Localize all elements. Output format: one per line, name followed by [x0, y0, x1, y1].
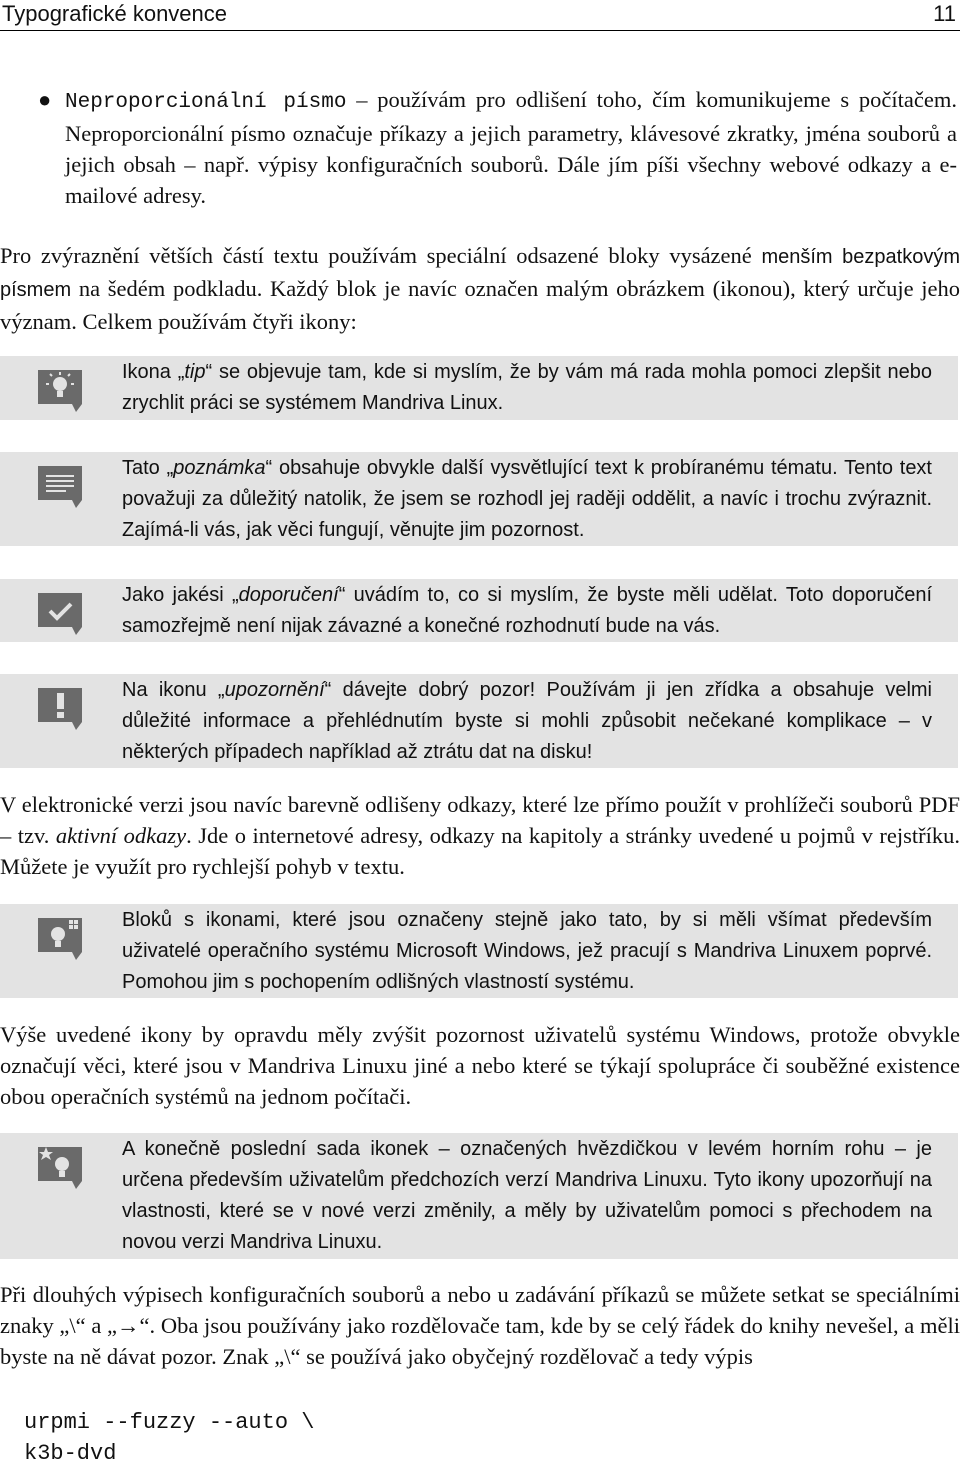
- tip-pre: Ikona „: [122, 361, 185, 383]
- tip-box: [0, 356, 958, 420]
- intro-text-2: na šedém podkladu. Každý blok je navíc označen malým obrázkem (ikonou), který určuje jeho význam. Celkem používám čtyři ikony:: [0, 276, 960, 334]
- intro-sans-text: menším bezpatkovým písmem: [0, 246, 960, 301]
- tip-post: “ se objevuje tam, kde si myslím, že by vám má rada mohla pomoci zlepšit nebo zrychlit práci se systémem Mandriva Linux.: [122, 361, 932, 414]
- electronic-paragraph: [0, 789, 960, 882]
- tip-term: tip: [184, 361, 206, 383]
- listings-paragraph: Při dlouhých výpisech konfiguračních souborů a nebo u zadávání příkazů se můžete setkat se speciálními znaky „\“ a „→“. Oba jsou používány jako rozdělovače tam, kde by se celý řádek do knihy nevešel, a měli byste na ně dávat pozor. Znak „\“ se používá jako obyčejný rozdělovač a tedy výpis: [0, 1282, 960, 1369]
- code-line-1: urpmi --fuzzy --auto \: [24, 1410, 315, 1435]
- bullet-icon: ●: [38, 87, 52, 112]
- note-icon: [36, 462, 86, 512]
- warning-box: [0, 674, 958, 768]
- header-title: Typografické konvence: [2, 1, 228, 26]
- tip-text: [122, 357, 932, 419]
- intro-text-1: Pro zvýraznění větších částí textu používám speciální odsazené bloky vysázené: [0, 243, 762, 268]
- star-box: [0, 1133, 958, 1259]
- running-header: [0, 0, 960, 31]
- lightbulb-icon: [36, 366, 86, 416]
- lightbulb-star-icon: [36, 1143, 86, 1193]
- recommend-term: doporučení: [238, 584, 339, 606]
- page-number: 11: [933, 1, 956, 26]
- bullet-text: – používám pro odlišení toho, čím komunikujeme s počítačem. Neproporcionální písmo označuje příkazy a jejich parametry, klávesové zkratky, jména souborů a jejich obsah – např. výpisy konfiguračních souborů. Dále jím píši všechny webové odkazy a e-mailové adresy.: [65, 87, 957, 208]
- warning-pre: Na ikonu „: [122, 679, 225, 701]
- note-term: poznámka: [173, 457, 266, 479]
- intro-paragraph: [0, 240, 960, 337]
- recommend-pre: Jako jakési „: [122, 584, 239, 606]
- note-pre: Tato „: [122, 457, 174, 479]
- note-text: [122, 453, 932, 546]
- electronic-text-1: V elektronické verzi jsou navíc barevně odlišeny odkazy, které lze přímo použít v prohlížeči souborů PDF – tzv.: [0, 792, 960, 848]
- note-post: “ obsahuje obvykle další vysvětlující text k probíranému tématu. Tento text považuji za důležitý natolik, že jsem se rozhodl jej raději oddělit, a navíc i trochu zvýraznit. Zajímá-li vás, jak věci fungují, věnujte jim pozornost.: [122, 457, 932, 541]
- exclamation-icon: [36, 684, 86, 734]
- windows-text: Bloků s ikonami, které jsou označeny stejně jako tato, by si měli všímat především uživatelé operačního systému Microsoft Windows, jež pracují s Mandriva Linuxem poprvé. Pomohou jim s pochopením odlišných vlastností systému.: [122, 909, 932, 993]
- windows-paragraph: Výše uvedené ikony by opravdu měly zvýšit pozornost uživatelů systému Windows, protože obvykle označují věci, které jsou v Mandriva Linuxu jiné a nebo které se týkají spolupráce či souběžné existence obou operačních systémů na jednom počítači.: [0, 1022, 960, 1109]
- checkmark-icon: [36, 589, 86, 639]
- lightbulb-windows-icon: [36, 914, 86, 964]
- warning-text: [122, 675, 932, 768]
- warning-post: “ dávejte dobrý pozor! Používám ji jen zřídka a obsahuje velmi důležité informace a přehlédnutím byste si mohli způsobit nečekané komplikace – v některých případech například až ztrátu dat na disku!: [122, 679, 932, 763]
- electronic-text-2: . Jde o internetové adresy, odkazy na kapitoly a stránky uvedené u pojmů v rejstříku. Můžete je využít pro rychlejší pohyb v textu.: [0, 823, 960, 879]
- bullet-paragraph: [65, 84, 957, 211]
- recommendation-box: [0, 579, 958, 642]
- warning-term: upozornění: [224, 679, 325, 701]
- recommendation-text: [122, 580, 932, 642]
- recommend-post: “ uvádím to, co si myslím, že byste měli udělat. Toto doporučení samozřejmě není nijak závazné a konečné rozhodnutí bude na vás.: [122, 584, 932, 637]
- star-text: A konečně poslední sada ikonek – označených hvězdičkou v levém horním rohu – je určena především uživatelům předchozích verzí Mandriva Linuxu. Tyto ikony upozorňují na vlastnosti, které se v nové verzi změnily, a měly by uživatelům pomoci s přechodem na novou verzi Mandriva Linuxu.: [122, 1138, 932, 1253]
- mono-term: Neproporcionální písmo: [65, 91, 347, 114]
- code-line-2: k3b-dvd: [24, 1441, 117, 1466]
- electronic-term: aktivní odkazy: [55, 823, 187, 848]
- windows-box: [0, 904, 958, 998]
- note-box: [0, 452, 958, 546]
